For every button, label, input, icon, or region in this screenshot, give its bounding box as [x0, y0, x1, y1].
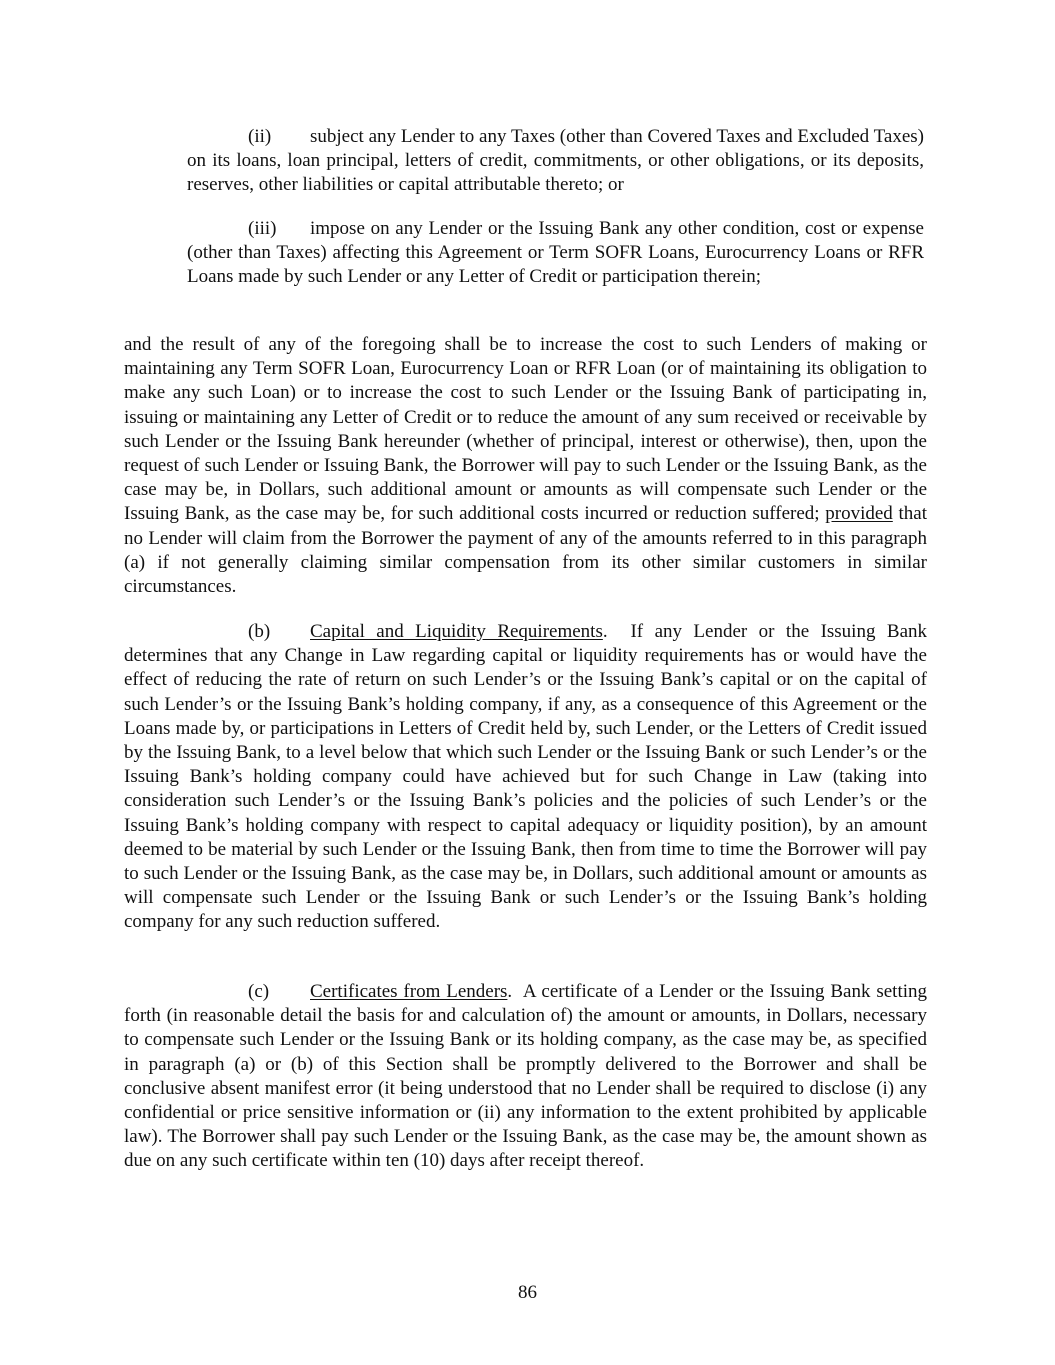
page-number: 86: [518, 1282, 537, 1303]
section-c-paragraph: (c) Certificates from Lenders. A certificate of a Lender or the Issuing Bank setting forth (in reasonable detail the basis for and calculation of) the amount or amounts, in Dollars, necessary to compensate such Lender or the Issuing Bank or its holding company, as the case may be, as specified in paragraph (a) or (b) of this Section shall be promptly delivered to the Borrower and shall be conclusive absent manifest error (it being understood that no Lender shall be required to disclose (i) any confidential or price sensitive information or (ii) any information to the extent prohibited by applicable law). The Borrower shall pay such Lender or the Issuing Bank, as the case may be, the amount shown as due on any such certificate within ten (10) days after receipt thereof.: [124, 981, 927, 1172]
clause-iii: [187, 217, 924, 290]
section-b-paragraph: (b) Capital and Liquidity Requirements. If any Lender or the Issuing Bank determines that any Change in Law regarding capital or liquidity requirements has or would have the effect of reducing the rate of return on such Lender’s or the Issuing Bank’s capital or on the capital of such Lender’s or the Issuing Bank’s holding company, if any, as a consequence of this Agreement or the Loans made by, or participations in Letters of Credit held by, such Lender, or the Letters of Credit issued by the Issuing Bank, to a level below that which such Lender or the Issuing Bank or such Lender’s or the Issuing Bank’s holding company could have achieved but for such Change in Law (taking into consideration such Lender’s or the Issuing Bank’s policies and the policies of such Lender’s or the Issuing Bank’s holding company with respect to capital adequacy or liquidity position), by an amount deemed to be material by such Lender or the Issuing Bank, then from time to time the Borrower will pay to such Lender or the Issuing Bank, as the case may be, in Dollars, such additional amount or amounts as will compensate such Lender or the Issuing Bank or such Lender’s or the Issuing Bank’s holding company for any such reduction suffered.: [124, 621, 928, 933]
section-heading: Capital and Liquidity Requirements: [310, 621, 603, 642]
clause-number: (iii): [248, 218, 277, 239]
clause-ii: [187, 125, 924, 198]
section-number: (b): [248, 621, 271, 642]
clause-text: impose on any Lender or the Issuing Bank any other condition, cost or expense (other than Taxes) affecting this Agreement or Term SOFR Loans, Eurocurrency Loans or RFR Loans made by such Lender or any Letter of Credit or participation therein;: [187, 218, 924, 288]
clause-text: subject any Lender to any Taxes (other than Covered Taxes and Excluded Taxes) on its loans, loan principal, letters of credit, commitments, or other obligations, or its deposits, reserves, other liabilities or capital attributable thereto; or: [187, 126, 924, 196]
continuation-paragraph: [124, 333, 927, 599]
section-number: (c): [248, 981, 270, 1002]
section-text: If any Lender or the Issuing Bank determines that any Change in Law regarding capital or liquidity requirements has or would have the effect of reducing the rate of return on such Lender’s or the Issuing Bank’s capital or on the capital of such Lender’s or the Issuing Bank’s holding company, if any, as a consequence of this Agreement or the Loans made by, or participations in Letters of Credit held by, such Lender, or the Letters of Credit issued by the Issuing Bank, to a level below that which such Lender or the Issuing Bank or such Lender’s or the Issuing Bank’s holding company could have achieved but for such Change in Law (taking into consideration such Lender’s or the Issuing Bank’s policies and the policies of such Lender’s or the Issuing Bank’s holding company with respect to capital adequacy or liquidity position), by an amount deemed to be material by such Lender or the Issuing Bank, then from time to time the Borrower will pay to such Lender or the Issuing Bank, as the case may be, in Dollars, such additional amount or amounts as will compensate such Lender or the Issuing Bank or such Lender’s or the Issuing Bank’s holding company for any such reduction suffered.: [124, 621, 928, 933]
section-heading: Certificates from Lenders: [310, 981, 508, 1002]
continuation-text-after: that no Lender will claim from the Borrower the payment of any of the amounts referred to in this paragraph (a) if not generally claiming similar compensation from its other similar customers in similar circumstances.: [124, 503, 928, 598]
provided-term: provided: [825, 503, 893, 525]
continuation-text: and the result of any of the foregoing shall be to increase the cost to such Lenders of making or maintaining any Term SOFR Loan, Eurocurrency Loan or RFR Loan (or of maintaining its obligation to make any such Loan) or to increase the cost to such Lender or the Issuing Bank of participating in, issuing or maintaining any Letter of Credit or to reduce the amount of any sum received or receivable by such Lender or the Issuing Bank hereunder (whether of principal, interest or otherwise), then, upon the request of such Lender or Issuing Bank, the Borrower will pay to such Lender or the Issuing Bank, as the case may be, in Dollars, such additional amount or amounts as will compensate such Lender or the Issuing Bank, as the case may be, for such additional costs incurred or reduction suffered;: [124, 334, 927, 525]
clause-number: (ii): [248, 126, 272, 147]
section-text: A certificate of a Lender or the Issuing Bank setting forth (in reasonable detail the basis for and calculation of) the amount or amounts, in Dollars, necessary to compensate such Lender or the Issuing Bank or its holding company, as the case may be, as specified in paragraph (a) or (b) of this Section shall be promptly delivered to the Borrower and shall be conclusive absent manifest error (it being understood that no Lender shall be required to disclose (i) any confidential or price sensitive information or (ii) any information to the extent prohibited by applicable law). The Borrower shall pay such Lender or the Issuing Bank, as the case may be, the amount shown as due on any such certificate within ten (10) days after receipt thereof.: [124, 981, 927, 1172]
